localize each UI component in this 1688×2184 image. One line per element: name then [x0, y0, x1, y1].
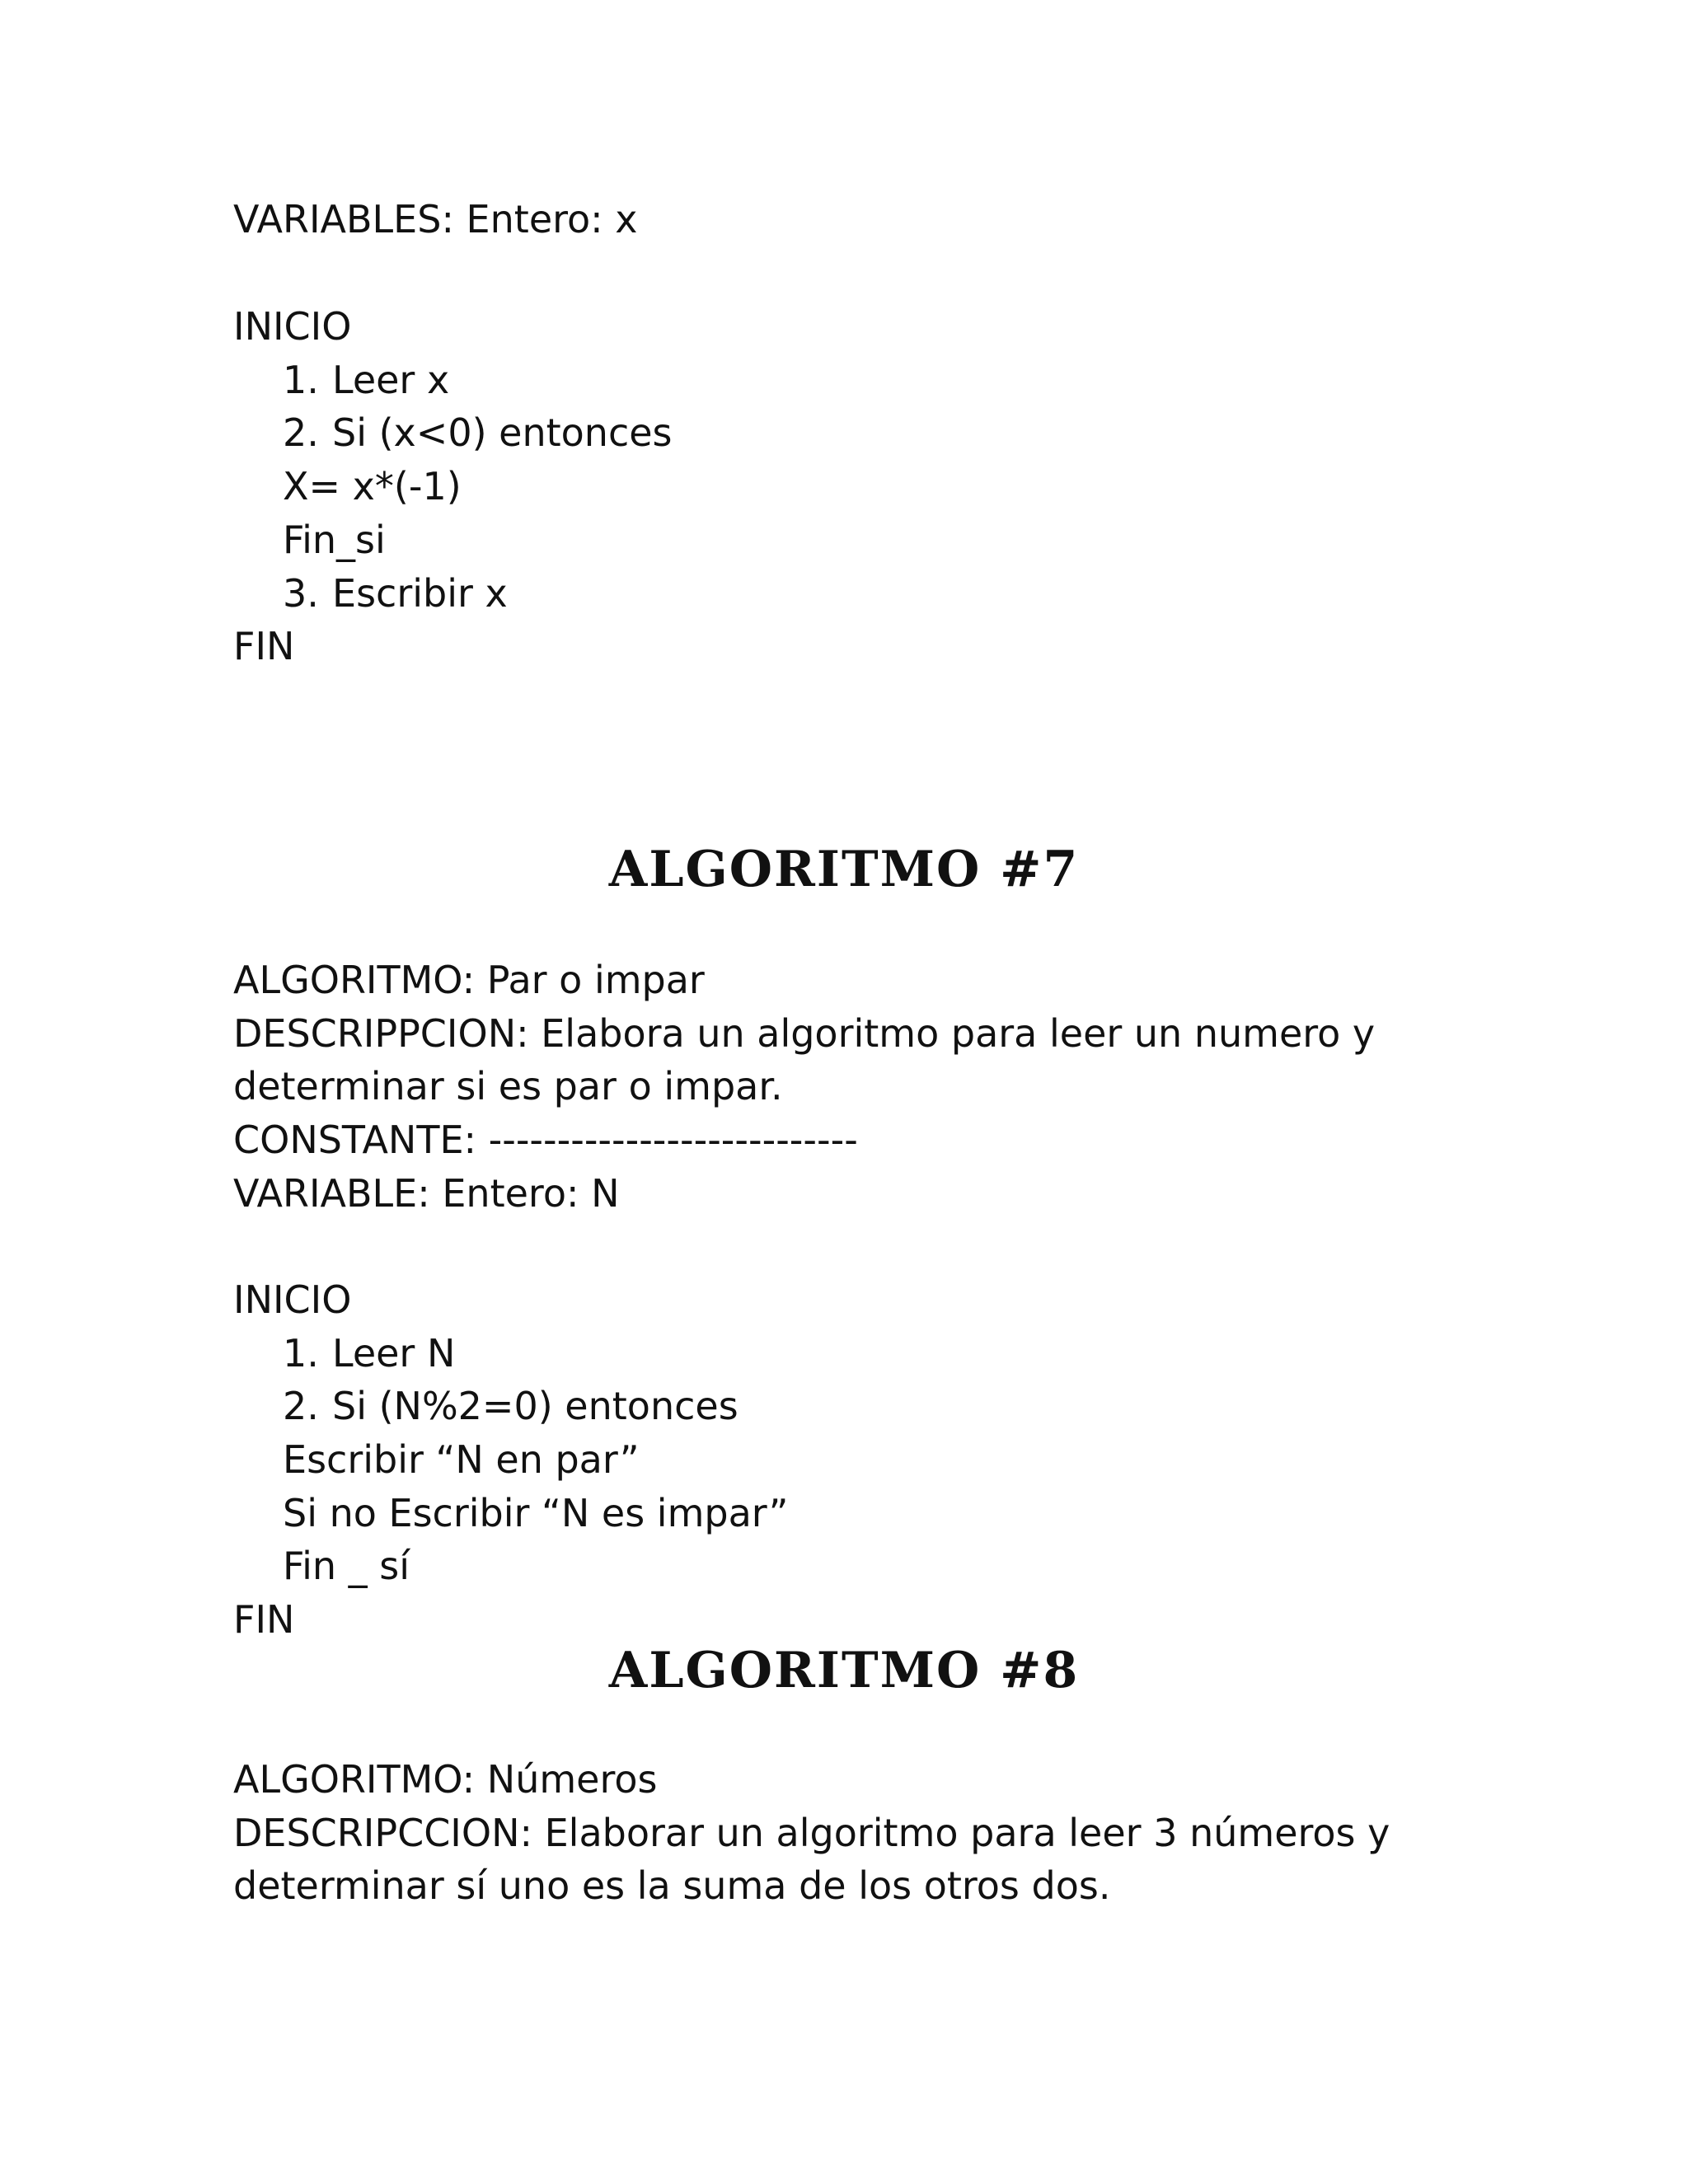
body-line: Si no Escribir “N es impar”	[283, 1491, 789, 1535]
algorithm-8-heading: ALGORITMO #8	[608, 1642, 1080, 1699]
fin-label: FIN	[233, 624, 295, 668]
step-2	[283, 1383, 738, 1429]
step-text: Leer x	[332, 358, 450, 402]
step-1	[283, 1330, 455, 1376]
body-line: Fin_si	[283, 518, 386, 562]
step-number: 2.	[283, 410, 319, 455]
step-text: Si (x<0) entonces	[332, 410, 673, 455]
descripcion-line-2: determinar sí uno es la suma de los otros dos.	[233, 1863, 1111, 1908]
step-3	[283, 570, 508, 616]
step-number: 3.	[283, 571, 319, 616]
variable-line: VARIABLE: Entero: N	[233, 1171, 620, 1216]
step-number: 1.	[283, 358, 319, 402]
body-line: X= x*(-1)	[283, 464, 462, 509]
step-2	[283, 410, 673, 456]
algoritmo-line: ALGORITMO: Par o impar	[233, 958, 705, 1002]
fin-label: FIN	[233, 1597, 295, 1642]
body-line: Escribir “N en par”	[283, 1437, 640, 1482]
step-number: 2.	[283, 1384, 319, 1428]
algorithm-7-heading: ALGORITMO #7	[608, 841, 1080, 898]
step-text: Leer N	[332, 1331, 456, 1376]
step-number: 1.	[283, 1331, 319, 1376]
step-1	[283, 357, 449, 403]
descripcion-line-1: DESCRIPCCION: Elaborar un algoritmo para leer 3 números y	[233, 1811, 1390, 1855]
algoritmo-line: ALGORITMO: Números	[233, 1757, 658, 1802]
step-text: Escribir x	[332, 571, 508, 616]
body-line: Fin _ sí	[283, 1544, 410, 1588]
inicio-label: INICIO	[233, 1277, 352, 1322]
inicio-label: INICIO	[233, 304, 352, 349]
step-text: Si (N%2=0) entonces	[332, 1384, 738, 1428]
descripcion-line-1: DESCRIPPCION: Elabora un algoritmo para leer un numero y	[233, 1011, 1376, 1056]
variables-line: VARIABLES: Entero: x	[233, 197, 638, 241]
constante-line: CONSTANTE: ---------------------------	[233, 1118, 858, 1162]
descripcion-line-2: determinar si es par o impar.	[233, 1064, 783, 1108]
